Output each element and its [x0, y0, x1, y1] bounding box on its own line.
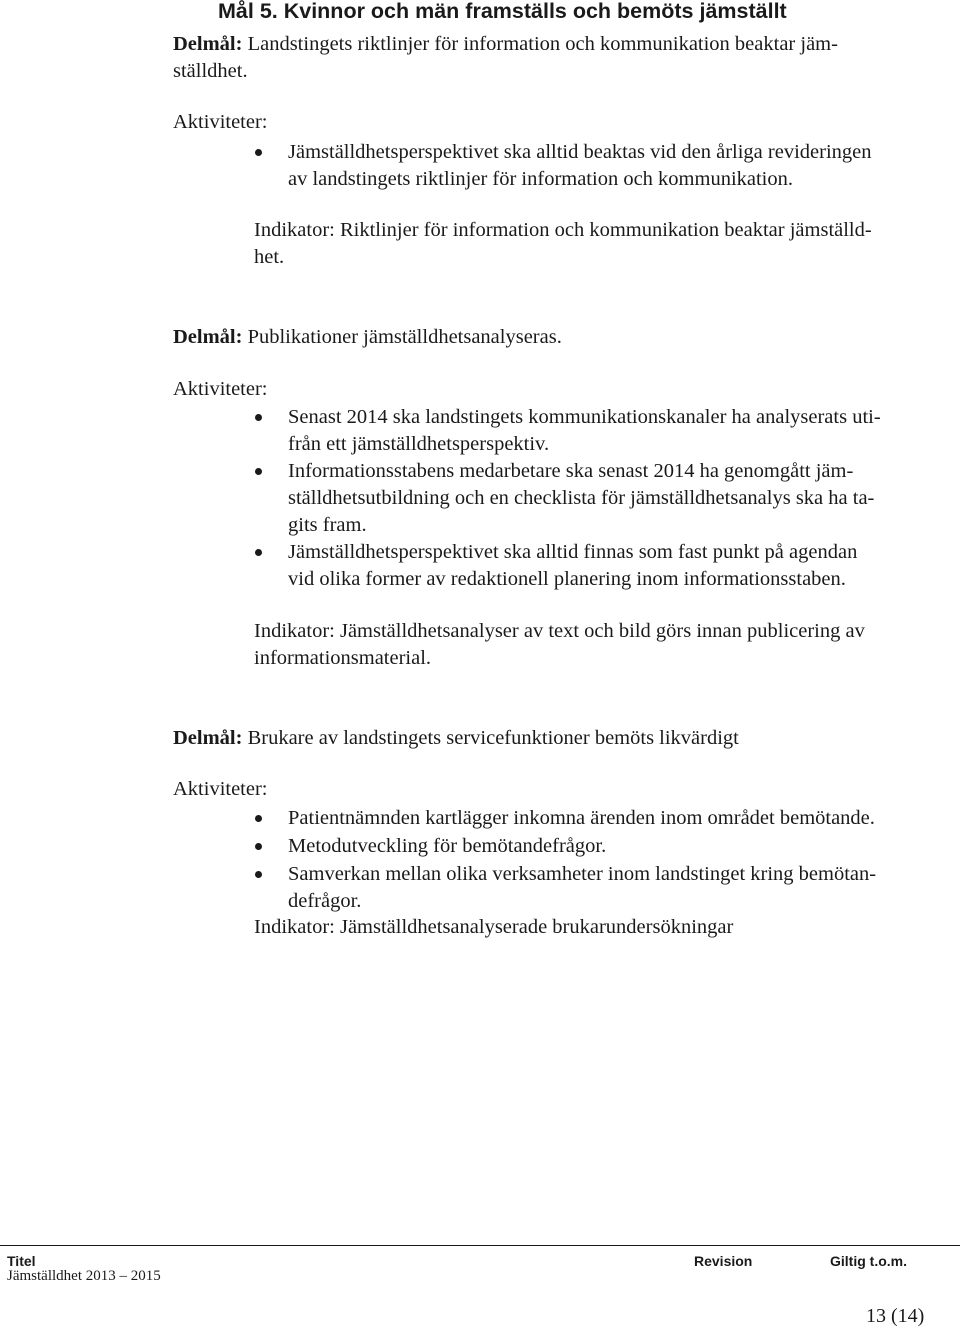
- indikator-text-cont: informationsmaterial.: [254, 647, 432, 669]
- aktiviteter-label: Aktiviteter:: [173, 378, 268, 400]
- page-number: 13 (14): [866, 1305, 925, 1327]
- bullet-icon: [255, 149, 262, 156]
- footer-titel-label: Titel: [7, 1253, 36, 1269]
- bullet-icon: [255, 468, 262, 475]
- list-item: Senast 2014 ska landstingets kommunikationskanaler ha analyserats uti-: [288, 406, 881, 428]
- delmal-text: Delmål: Publikationer jämställdhetsanalyseras.: [173, 326, 562, 348]
- footer-titel-value: Jämställdhet 2013 – 2015: [7, 1268, 161, 1284]
- footer-giltig-label: Giltig t.o.m.: [830, 1253, 907, 1269]
- bullet-icon: [255, 549, 262, 556]
- list-item-cont: vid olika former av redaktionell planering inom informationsstaben.: [288, 568, 846, 590]
- delmal-text: Delmål: Landstingets riktlinjer för information och kommunikation beaktar jäm-: [173, 33, 838, 55]
- indikator-text: Indikator: Jämställdhetsanalyserade brukarundersökningar: [254, 916, 734, 938]
- footer-revision-label: Revision: [694, 1253, 753, 1269]
- list-item-cont: ställdhetsutbildning och en checklista för jämställdhetsanalys ska ha ta-: [288, 487, 875, 509]
- bullet-icon: [255, 414, 262, 421]
- list-item: Samverkan mellan olika verksamheter inom landstinget kring bemötan-: [288, 863, 877, 885]
- aktiviteter-label: Aktiviteter:: [173, 111, 268, 133]
- footer-divider: [0, 1245, 960, 1246]
- list-item-cont: av landstingets riktlinjer för information och kommunikation.: [288, 168, 794, 190]
- list-item: Jämställdhetsperspektivet ska alltid finnas som fast punkt på agendan: [288, 541, 858, 563]
- list-item: Metodutveckling för bemötandefrågor.: [288, 835, 607, 857]
- bullet-icon: [255, 815, 262, 822]
- indikator-text-cont: het.: [254, 246, 285, 268]
- delmal-label: Delmål:: [173, 326, 243, 348]
- delmal-label: Delmål:: [173, 33, 243, 55]
- delmal-text: Delmål: Brukare av landstingets servicefunktioner bemöts likvärdigt: [173, 727, 739, 749]
- list-item: Informationsstabens medarbetare ska senast 2014 ha genomgått jäm-: [288, 460, 854, 482]
- list-item-cont: defrågor.: [288, 890, 362, 912]
- bullet-icon: [255, 843, 262, 850]
- list-item-cont: gits fram.: [288, 514, 367, 536]
- delmal-label: Delmål:: [173, 727, 243, 749]
- indikator-text: Indikator: Riktlinjer för information och kommunikation beaktar jämställd-: [254, 219, 872, 241]
- list-item: Patientnämnden kartlägger inkomna ärenden inom området bemötande.: [288, 807, 875, 829]
- indikator-text: Indikator: Jämställdhetsanalyser av text och bild görs innan publicering av: [254, 620, 865, 642]
- delmal-text-cont: ställdhet.: [173, 60, 248, 82]
- list-item: Jämställdhetsperspektivet ska alltid beaktas vid den årliga revideringen: [288, 141, 872, 163]
- bullet-icon: [255, 871, 262, 878]
- page-heading: Mål 5. Kvinnor och män framställs och bemöts jämställt: [218, 0, 787, 23]
- aktiviteter-label: Aktiviteter:: [173, 778, 268, 800]
- list-item-cont: från ett jämställdhetsperspektiv.: [288, 433, 550, 455]
